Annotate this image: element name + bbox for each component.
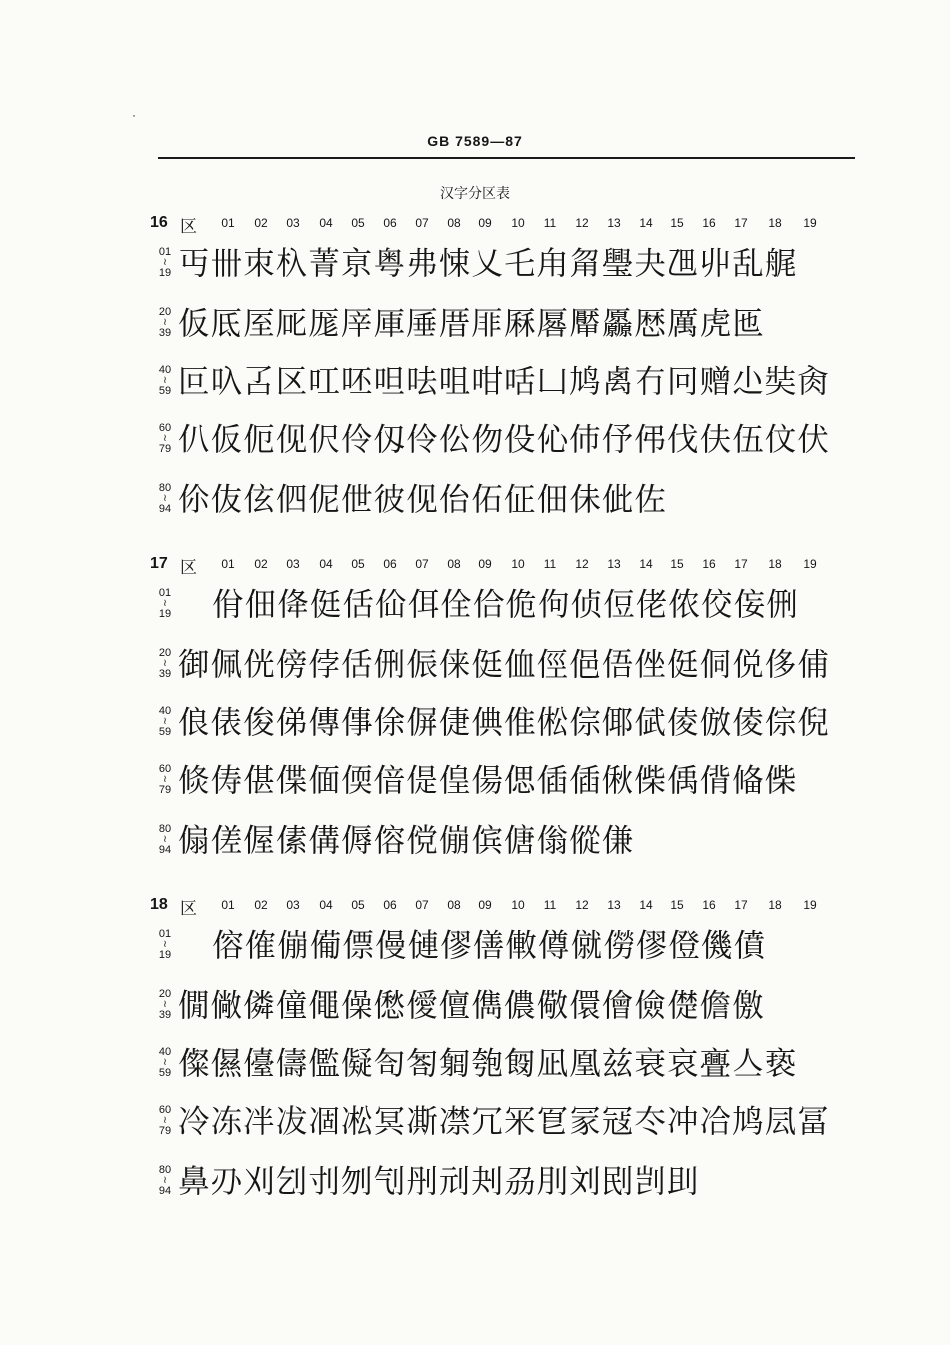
char-row [150,300,870,360]
row-range-tilde: ≀ [163,257,167,268]
row-range-tilde: ≀ [163,834,167,845]
column-number: 15 [670,216,684,230]
row-range-tilde: ≀ [163,774,167,785]
row-characters: 鼻刅刈刉刌刎刏刐刓刔刕刖刘刡剀刞 [178,1164,700,1200]
char-row [150,641,870,701]
row-range-start: 40 [158,364,172,376]
column-number: 07 [415,216,429,230]
zone-header [150,214,870,237]
column-number: 01 [221,898,235,912]
column-number: 17 [734,216,748,230]
column-number: 07 [415,557,429,571]
row-characters: 叵叺叾区叿呸呾呿咀咁咶凵鸠禼冇冋赠尐奘肏 [178,364,831,400]
column-number: 05 [351,898,365,912]
column-number: 08 [447,216,461,230]
row-range-start: 80 [158,823,172,835]
row-range-start: 40 [158,705,172,717]
column-number: 02 [254,557,268,571]
column-number: 17 [734,898,748,912]
char-row [150,1040,870,1100]
column-number: 14 [639,898,653,912]
char-row [150,240,870,300]
row-range-end: 94 [158,1185,172,1197]
column-number: 14 [639,557,653,571]
column-number: 12 [575,216,589,230]
row-characters: 倐俦偡偞偭偄偣偍偟偒偲偛偛偢偨偊偝偹偨 [178,763,798,799]
row-range-tilde: ≀ [163,1115,167,1126]
column-number: 12 [575,898,589,912]
row-range [154,482,176,515]
row-range-start: 80 [158,1164,172,1176]
column-number: 02 [254,898,268,912]
column-number: 19 [803,898,817,912]
row-range-tilde: ≀ [163,493,167,504]
column-number: 03 [286,557,300,571]
row-characters: 俍俵俊俤傳倳俆偋倢倎倠倯倧倻倵倰倣倰倧倪 [178,705,831,741]
row-range-end: 79 [158,784,172,796]
row-range [154,306,176,339]
column-number: 05 [351,216,365,230]
row-range-end: 39 [158,1009,172,1021]
row-range-end: 94 [158,844,172,856]
row-range-start: 01 [158,587,172,599]
column-number: 01 [221,557,235,571]
column-number: 06 [383,898,397,912]
column-number: 19 [803,557,817,571]
row-range-end: 19 [158,267,172,279]
row-characters: 傓傞偓傃傋傉傛傥傰傧傏傟傱傔 [178,823,635,859]
row-range [154,705,176,738]
column-number: 16 [702,557,716,571]
column-number: 16 [702,898,716,912]
column-number: 04 [319,557,333,571]
column-number: 01 [221,216,235,230]
row-range-start: 80 [158,482,172,494]
column-number: 04 [319,898,333,912]
column-number: 10 [511,216,525,230]
row-range [154,988,176,1021]
column-number: 11 [543,898,557,912]
row-range [154,246,176,279]
row-range-end: 79 [158,443,172,455]
char-row [150,476,870,536]
row-range [154,587,176,620]
header-rule [158,157,855,159]
zone-number: 18 [150,896,168,913]
zone-number: 16 [150,214,168,231]
column-number: 08 [447,898,461,912]
edit-mark: · [132,108,136,122]
row-range [154,928,176,961]
row-range-start: 20 [158,647,172,659]
column-number: 10 [511,898,525,912]
column-number: 05 [351,557,365,571]
zone-label: 区 [180,899,197,919]
column-number: 09 [478,216,492,230]
row-range-tilde: ≀ [163,1057,167,1068]
column-number: 11 [543,216,557,230]
row-characters: 仮厎厔厑厖厗厙厜厝厞厤厬厴厵厯厲虎匜 [178,306,765,342]
row-characters: 僩僘僯僮僶僺僽僾儃儁儂儆儇儈儉儊儋儌 [178,988,765,1024]
row-characters: 伱伖伭伵伲伳彼伣佁佦佂佃佅佌佐 [178,482,668,518]
column-number: 11 [543,557,557,571]
char-row [150,757,870,817]
row-range-end: 39 [158,327,172,339]
column-number: 02 [254,216,268,230]
zone-header [150,896,870,919]
column-number: 09 [478,898,492,912]
row-range-tilde: ≀ [163,1175,167,1186]
row-range [154,364,176,397]
column-number: 04 [319,216,333,230]
row-range [154,647,176,680]
column-number: 18 [768,898,782,912]
column-number: 15 [670,557,684,571]
row-characters: 丏卌朿杁菁亰粤弗悚乂乇甪甮璺夬乪丱乱艉 [178,246,798,282]
column-number: 08 [447,557,461,571]
char-row [150,358,870,418]
row-range [154,1104,176,1137]
column-number: 07 [415,898,429,912]
row-characters: 佾佃佭侹佸佡佴佺佮佹佝侦侸佬侬佼侫侀 [212,587,799,623]
column-number: 18 [768,557,782,571]
column-number: 10 [511,557,525,571]
row-range-tilde: ≀ [163,598,167,609]
row-range-start: 60 [158,763,172,775]
row-range-tilde: ≀ [163,317,167,328]
row-range-end: 59 [158,385,172,397]
row-range-start: 20 [158,988,172,1000]
row-range-tilde: ≀ [163,999,167,1010]
char-row [150,699,870,759]
zone-label: 区 [180,558,197,578]
column-number: 17 [734,557,748,571]
column-number: 09 [478,557,492,571]
column-number: 03 [286,898,300,912]
row-range-end: 79 [158,1125,172,1137]
char-row [150,922,870,982]
column-number: 18 [768,216,782,230]
column-number: 03 [286,216,300,230]
row-range-tilde: ≀ [163,658,167,669]
row-range [154,1046,176,1079]
row-range-tilde: ≀ [163,433,167,444]
standard-code: GB 7589—87 [427,133,523,149]
column-number: 13 [607,898,621,912]
row-range-start: 20 [158,306,172,318]
row-range [154,1164,176,1197]
row-range-start: 60 [158,422,172,434]
char-row [150,416,870,476]
row-range-end: 19 [158,949,172,961]
zone-header [150,555,870,578]
zone-label: 区 [180,217,197,237]
column-number: 15 [670,898,684,912]
column-number: 12 [575,557,589,571]
column-number: 13 [607,557,621,571]
char-row [150,1098,870,1158]
column-number: 06 [383,216,397,230]
row-characters: 御佩侊傍侼佸侀侲俫侹侐俓俋俉侳侹侗侻侈俌 [178,647,831,683]
row-range-end: 19 [158,608,172,620]
row-range-start: 01 [158,928,172,940]
row-range-end: 94 [158,503,172,515]
char-row [150,1158,870,1218]
char-row [150,581,870,641]
row-range-start: 60 [158,1104,172,1116]
table-title: 汉字分区表 [440,186,510,202]
row-range-tilde: ≀ [163,716,167,727]
zone-17 [150,555,870,885]
column-number: 14 [639,216,653,230]
column-number: 19 [803,216,817,230]
column-number: 16 [702,216,716,230]
row-range-end: 59 [158,1067,172,1079]
row-range-start: 40 [158,1046,172,1058]
zone-18 [150,896,870,1226]
row-range [154,823,176,856]
column-number: 13 [607,216,621,230]
row-range-tilde: ≀ [163,939,167,950]
row-range-end: 39 [158,668,172,680]
row-range-start: 01 [158,246,172,258]
row-characters: 傛傕傰僃僄僈僆僇僐僌僔僦僗僇僜僟僨 [212,928,767,964]
row-range-tilde: ≀ [163,375,167,386]
row-range-end: 59 [158,726,172,738]
char-row [150,817,870,877]
zone-number: 17 [150,555,168,572]
row-range [154,422,176,455]
zone-16 [150,214,870,544]
row-characters: 儏儑儓儔儖儗匌匒匔匏匓凪凰兹衰哀亹亼亵 [178,1046,798,1082]
row-range [154,763,176,796]
row-characters: 冷冻冸冹凅凇冥凘凚冗冞冟冡冦冭冲冾鸠凨冨 [178,1104,831,1140]
row-characters: 仈仮伌伣伬伶仭伶伀伆伇伈伂伃伄伐伕伍伩伏 [178,422,831,458]
column-number: 06 [383,557,397,571]
char-row [150,982,870,1042]
